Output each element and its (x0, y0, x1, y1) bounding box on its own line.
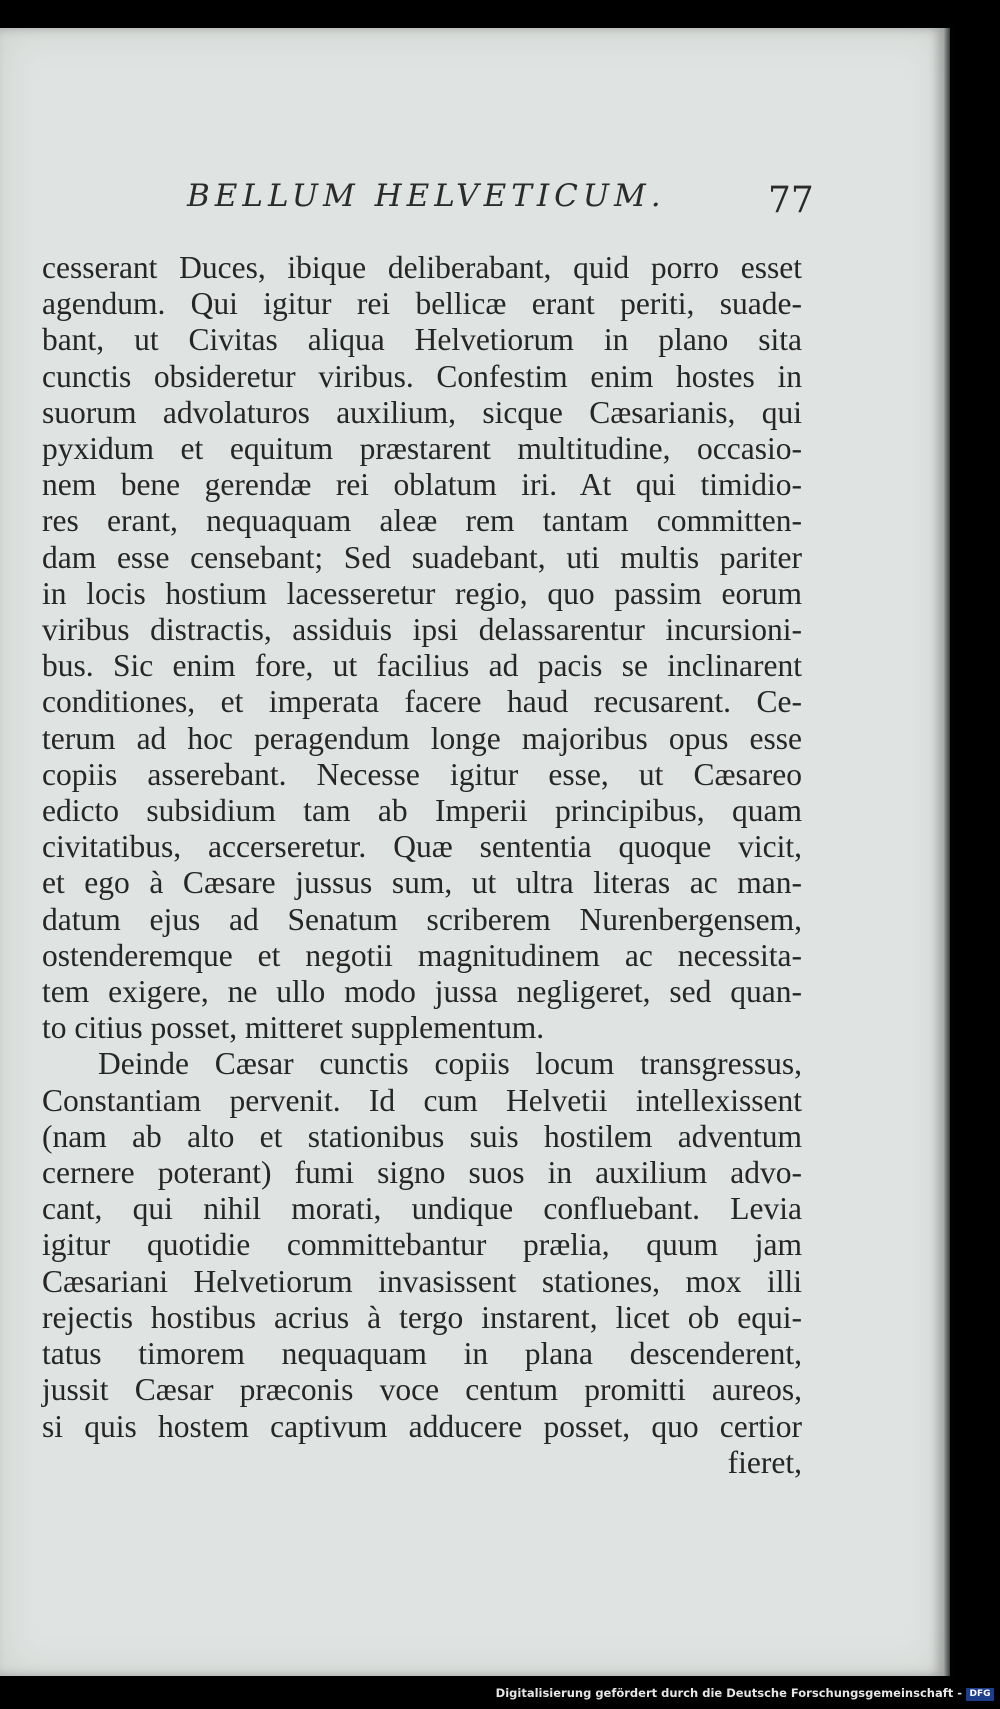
text-line: cant, qui nihil morati, undique confluebant. Levia (42, 1191, 802, 1227)
funding-credit: Digitalisierung gefördert durch die Deutsche Forschungsgemeinschaft - (495, 1686, 962, 1700)
text-line: in locis hostium lacesseretur regio, quo passim eorum (42, 575, 802, 611)
footer-bar (0, 1676, 1000, 1709)
text-line: cernere poterant) fumi signo suos in auxilium advo- (42, 1155, 802, 1191)
text-line: tatus timorem nequaquam in plana descenderent, (42, 1336, 802, 1372)
page-header (0, 178, 944, 221)
text-line: (nam ab alto et stationibus suis hostilem adventum (42, 1118, 802, 1154)
book-page (0, 28, 944, 1676)
text-line: dam esse censebant; Sed suadebant, uti multis pariter (42, 539, 802, 575)
text-line: conditiones, et imperata facere haud recusarent. Ce- (42, 684, 802, 720)
text-line: terum ad hoc peragendum longe majoribus opus esse (42, 720, 802, 756)
text-line: Deinde Cæsar cunctis copiis locum transgressus, (98, 1046, 802, 1082)
text-line: et ego à Cæsare jussus sum, ut ultra literas ac man- (42, 865, 802, 901)
text-line: ostenderemque et negotii magnitudinem ac necessita- (42, 937, 802, 973)
text-line: cunctis obsideretur viribus. Confestim enim hostes in (42, 358, 802, 394)
text-line: datum ejus ad Senatum scriberem Nurenbergensem, (42, 901, 802, 937)
page-edge (944, 28, 950, 1676)
text-line: igitur quotidie committebantur prælia, quum jam (42, 1227, 802, 1263)
text-line: res erant, nequaquam aleæ rem tantam committen- (42, 503, 802, 539)
text-line: bus. Sic enim fore, ut facilius ad pacis se inclinarent (42, 648, 802, 684)
text-line: agendum. Qui igitur rei bellicæ erant periti, suade- (42, 286, 802, 322)
body-text (42, 250, 802, 1481)
text-line: edicto subsidium tam ab Imperii principibus, quam (42, 793, 802, 829)
text-line: Cæsariani Helvetiorum invasissent stationes, mox illi (42, 1263, 802, 1299)
text-line: tem exigere, ne ullo modo jussa negligeret, sed quan- (42, 974, 802, 1010)
text-line: Constantiam pervenit. Id cum Helvetii intellexissent (42, 1082, 802, 1118)
text-line: viribus distractis, assiduis ipsi delassarentur incursioni- (42, 612, 802, 648)
text-line: jussit Cæsar præconis voce centum promitti aureos, (42, 1372, 802, 1408)
text-line: to citius posset, mitteret supplementum. (42, 1010, 545, 1046)
running-title: BELLUM HELVETICUM. (187, 178, 666, 214)
text-line: suorum advolaturos auxilium, sicque Cæsarianis, qui (42, 394, 802, 430)
text-line: si quis hostem captivum adducere posset, quo certior (42, 1408, 802, 1444)
text-line: copiis asserebant. Necesse igitur esse, ut Cæsareo (42, 756, 802, 792)
dfg-logo: DFG (966, 1688, 994, 1701)
text-line: rejectis hostibus acrius à tergo instarent, licet ob equi- (42, 1299, 802, 1335)
text-line: cesserant Duces, ibique deliberabant, quid porro esset (42, 250, 802, 285)
text-line: nem bene gerendæ rei oblatum iri. At qui timidio- (42, 467, 802, 503)
page-number: 77 (768, 180, 814, 221)
text-line: pyxidum et equitum præstarent multitudine, occasio- (42, 431, 802, 467)
catchword: fieret, (727, 1444, 802, 1480)
text-line: civitatibus, accerseretur. Quæ sententia quoque vicit, (42, 829, 802, 865)
text-line: bant, ut Civitas aliqua Helvetiorum in plano sita (42, 322, 802, 358)
